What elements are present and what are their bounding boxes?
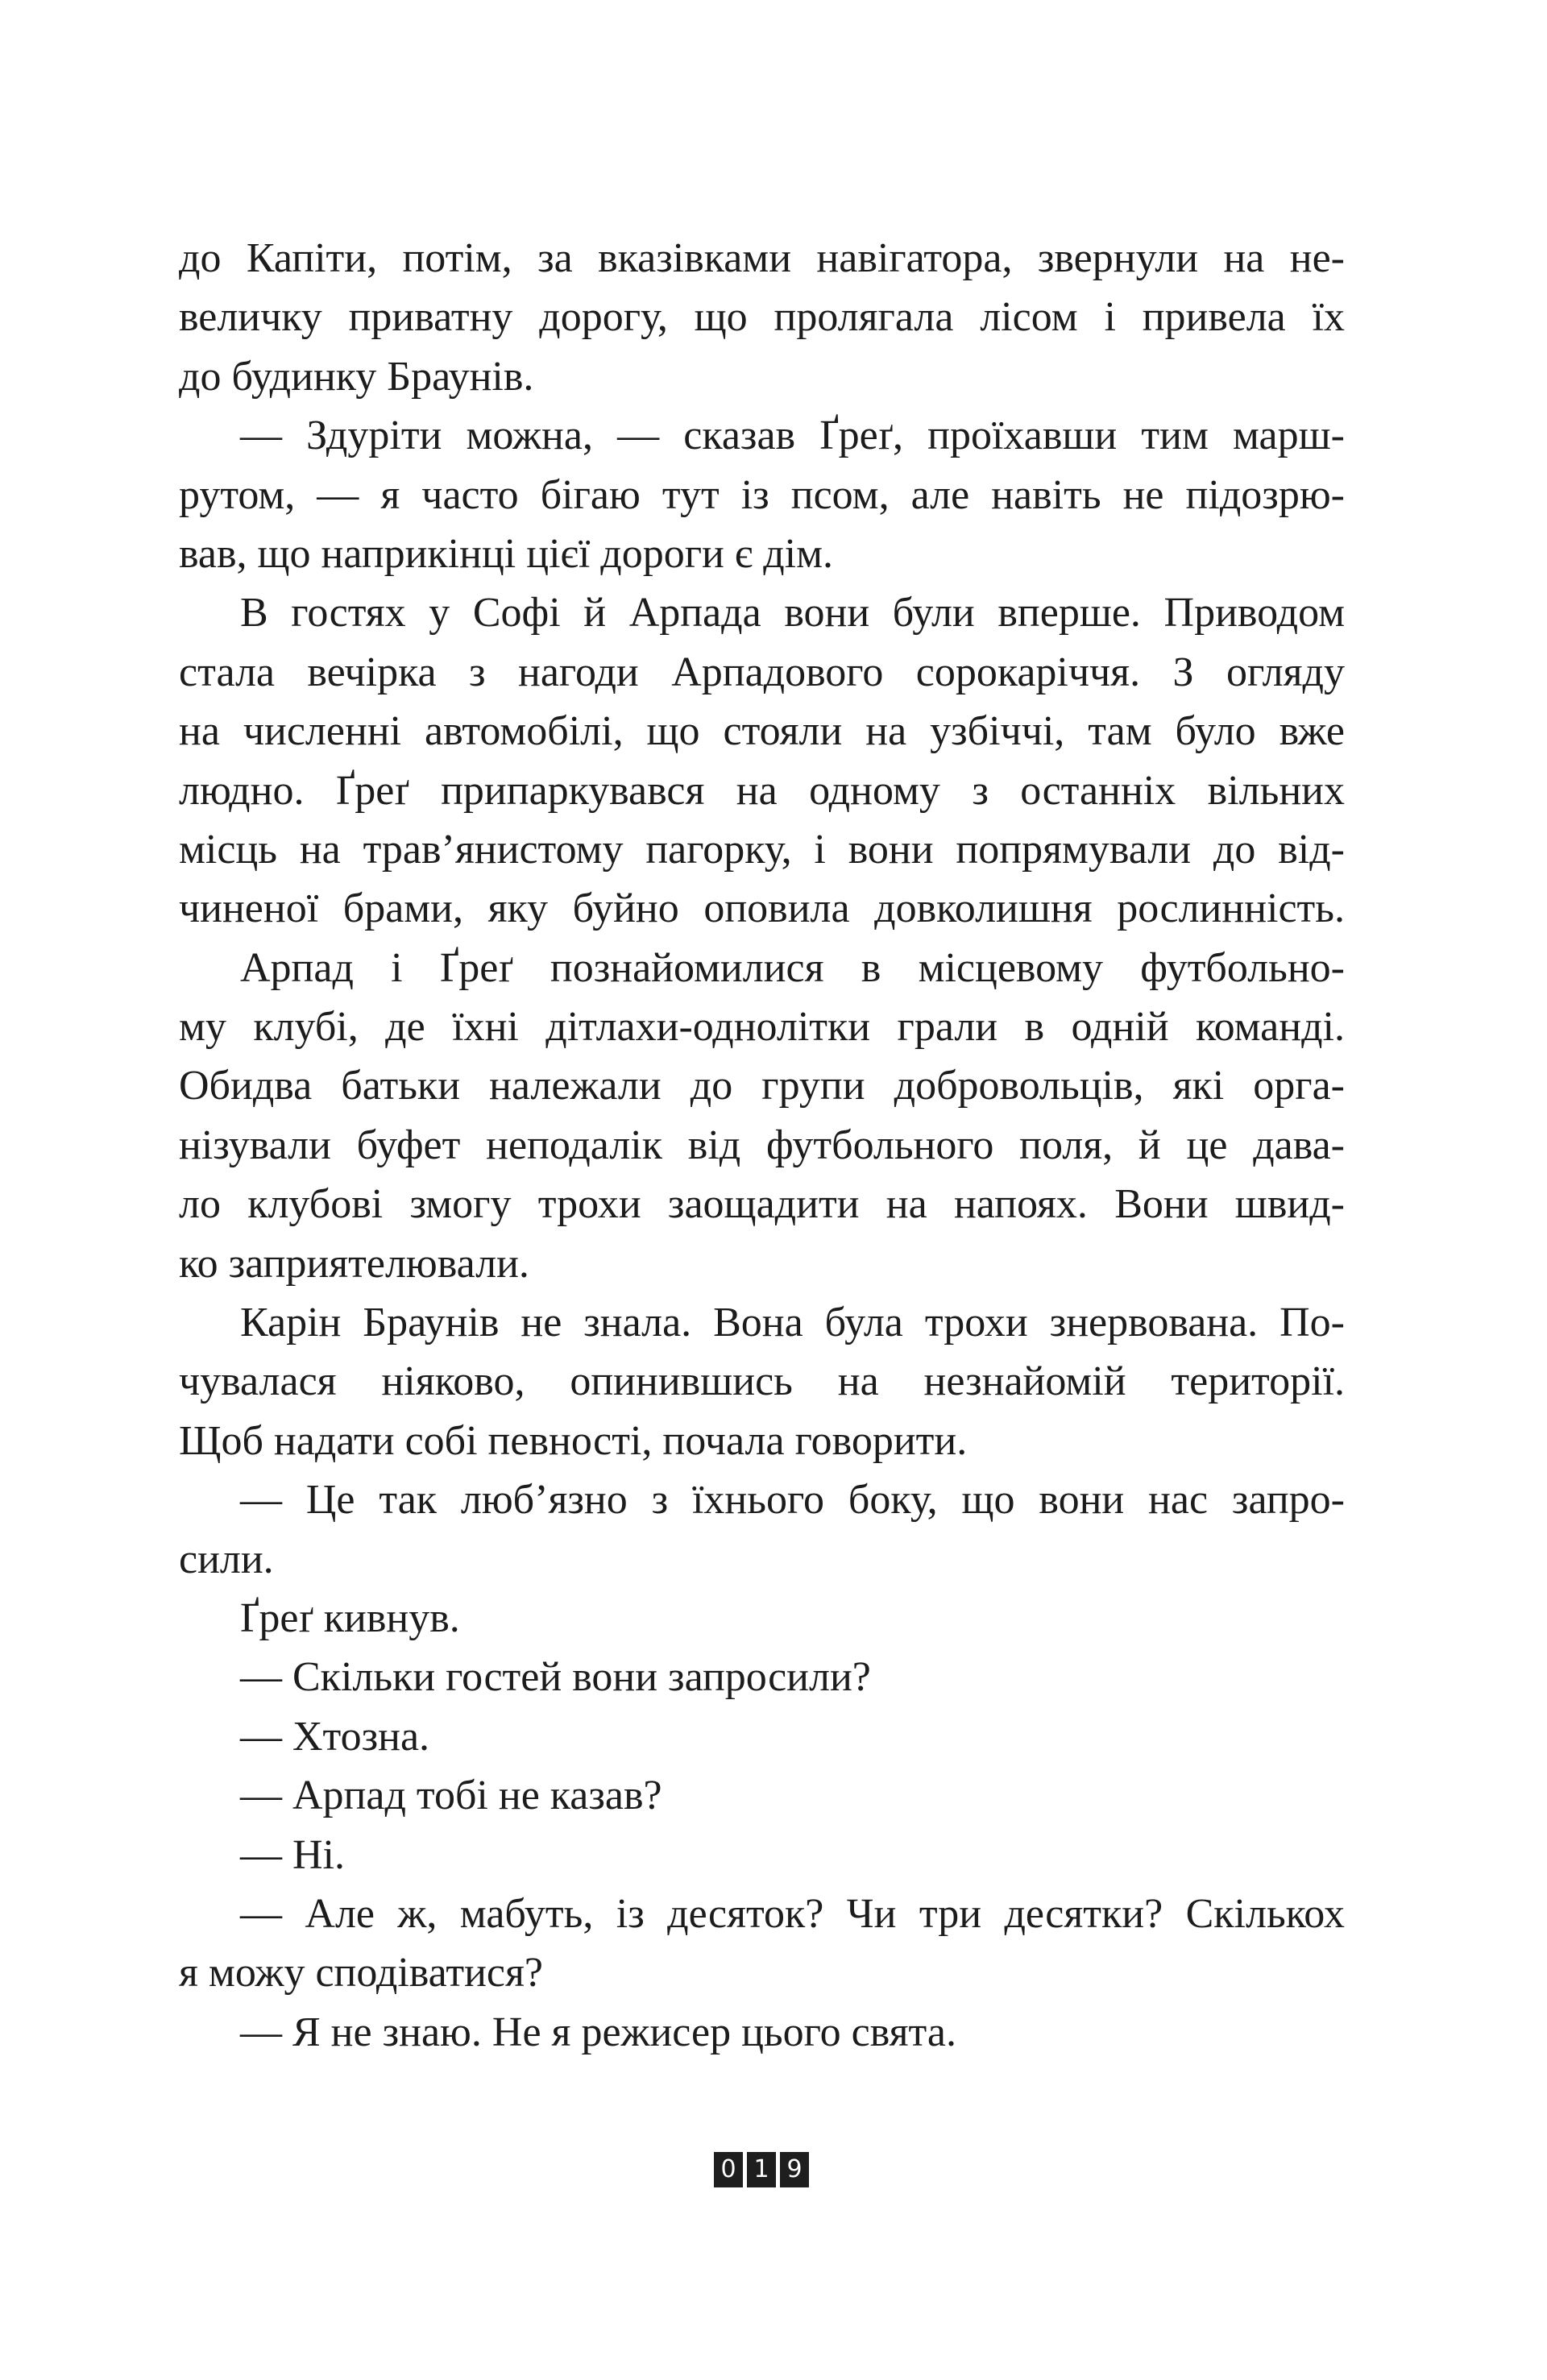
text-line: до будинку Браунів. <box>179 353 534 400</box>
text-line: чувалася ніяково, опинившись на незнайомій території. <box>179 1358 1345 1405</box>
text-line: я можу сподіватися? <box>179 1950 544 1996</box>
body-text <box>179 229 1345 2062</box>
text-line: чиненої брами, яку буйно оповила довколишня рослинність. <box>179 885 1345 932</box>
text-line: місць на трав’янистому пагорку, і вони попрямували до від- <box>179 826 1345 873</box>
text-line: ло клубові змогу трохи заощадити на напоях. Вони швид- <box>179 1181 1345 1228</box>
text-line: — Я не знаю. Не я режисер цього свята. <box>240 2009 956 2055</box>
text-line: Карін Браунів не знала. Вона була трохи знервована. По- <box>240 1300 1345 1346</box>
text-line: — Це так люб’язно з їхнього боку, що вони нас запро- <box>240 1477 1345 1524</box>
text-line: — Арпад тобі не казав? <box>240 1773 662 1819</box>
text-line: стала вечірка з нагоди Арпадового сорокаріччя. З огляду <box>179 649 1345 695</box>
text-line: му клубі, де їхні дітлахи-однолітки грали в одній команді. <box>179 1004 1345 1051</box>
text-line: до Капіти, потім, за вказівками навігатора, звернули на не- <box>179 235 1345 281</box>
text-line: Обидва батьки належали до групи добровольців, які орга- <box>179 1063 1345 1109</box>
text-line: величку приватну дорогу, що пролягала лісом і привела їх <box>179 294 1345 341</box>
page-number <box>714 2152 809 2187</box>
text-line: людно. Ґреґ припаркувався на одному з останніх вільних <box>179 767 1345 814</box>
text-line: нізували буфет неподалік від футбольного поля, й це дава- <box>179 1122 1345 1168</box>
page-number-digit: 0 <box>714 2152 743 2187</box>
text-line: В гостях у Софі й Арпада вони були вперше. Приводом <box>240 590 1345 636</box>
text-line: сили. <box>179 1536 274 1582</box>
text-line: вав, що наприкінці цієї дороги є дім. <box>179 530 834 577</box>
page-number-digit: 1 <box>747 2152 776 2187</box>
text-line: Щоб надати собі певності, почала говорити. <box>179 1417 968 1464</box>
text-line: — Ні. <box>240 1831 345 1878</box>
text-line: рутом, — я часто бігаю тут із псом, але навіть не підозрю- <box>179 471 1345 518</box>
text-line: — Хтозна. <box>240 1713 430 1760</box>
text-line: — Скільки гостей вони запросили? <box>240 1654 871 1701</box>
text-line: на численні автомобілі, що стояли на узбіччі, там було вже <box>179 708 1345 755</box>
text-line: Ґреґ кивнув. <box>240 1594 460 1641</box>
text-line: — Але ж, мабуть, із десяток? Чи три десятки? Скількох <box>240 1890 1345 1937</box>
text-line: ко заприятелювали. <box>179 1240 529 1287</box>
page-number-digit: 9 <box>780 2152 809 2187</box>
text-line: — Здуріти можна, — сказав Ґреґ, проїхавши тим марш- <box>240 413 1345 459</box>
text-line: Арпад і Ґреґ познайомилися в місцевому футбольно- <box>240 944 1345 991</box>
